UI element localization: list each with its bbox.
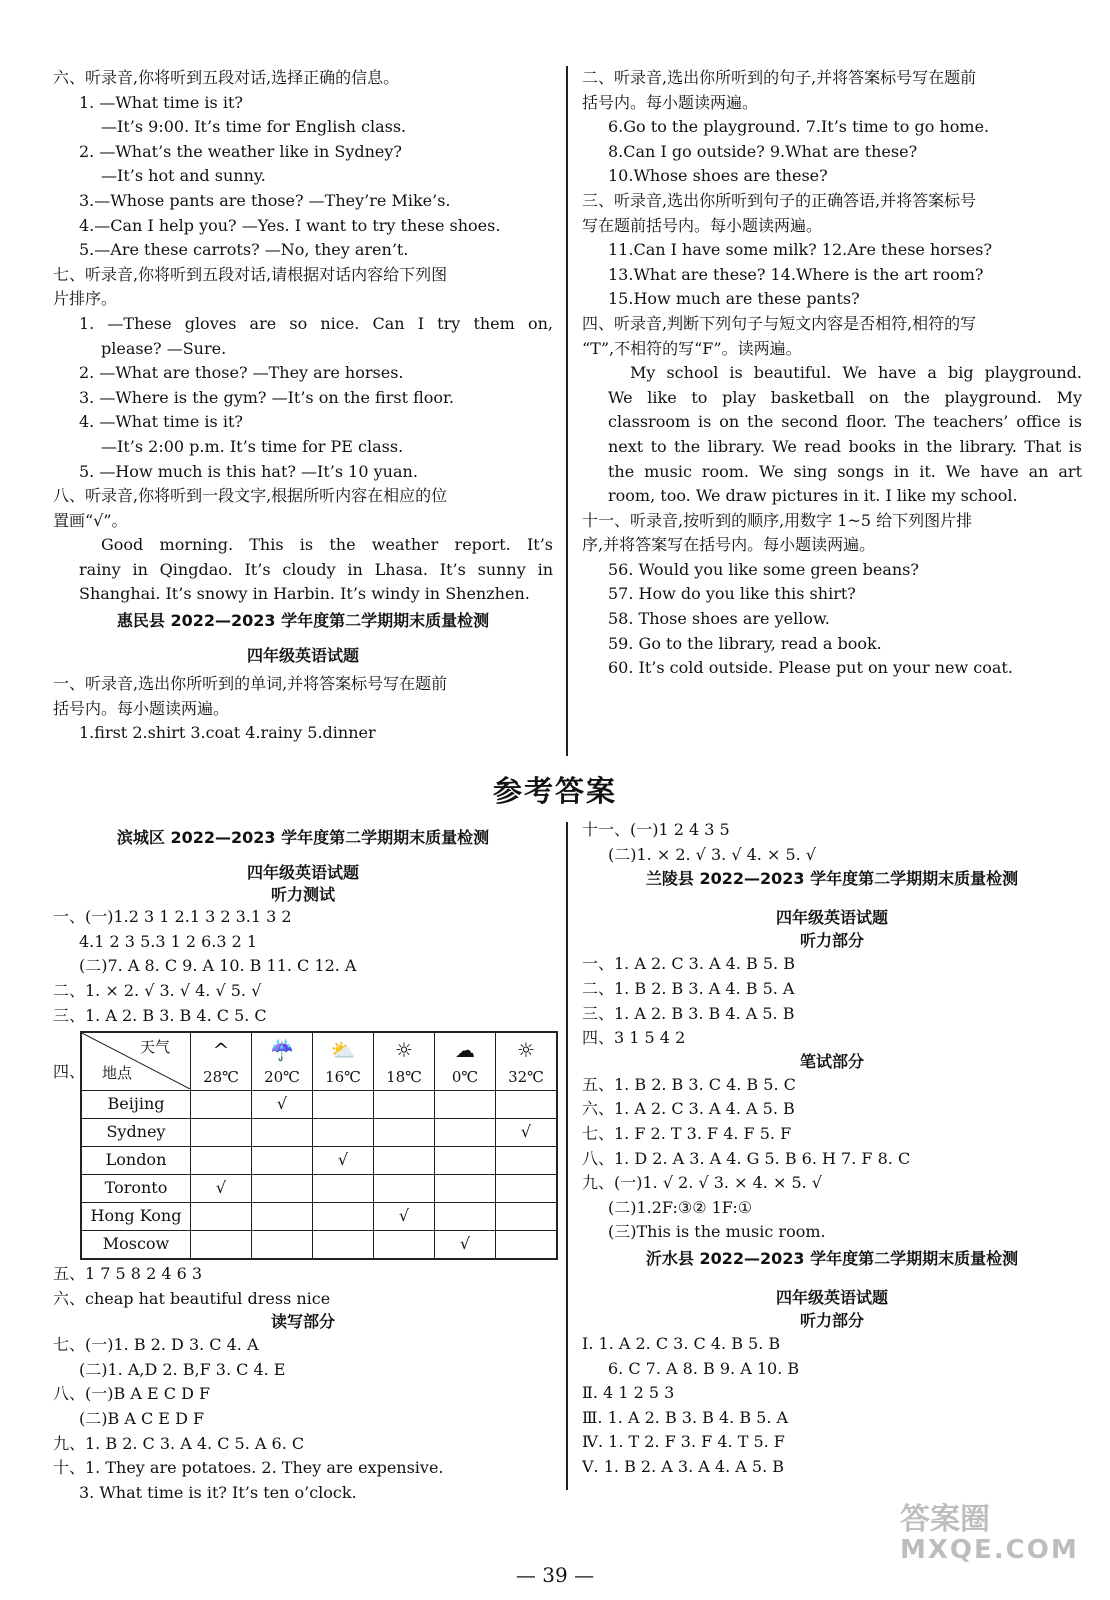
text-line: 3. —Where is the gym? —It’s on the first floor. [79, 387, 454, 407]
empty-cell [374, 1230, 435, 1259]
text-line: 置画“√”。 [53, 510, 128, 530]
temperature-label: 32℃ [508, 1068, 544, 1086]
weather-table-row [81, 1174, 557, 1202]
temperature-label: 0℃ [451, 1068, 479, 1086]
watermark-url: MXQE.COM [900, 1535, 1079, 1565]
answers-title-lanling: 兰陵县 2022—2023 学年度第二学期期末质量检测 [645, 869, 1019, 889]
text-line: 四、听录音,判断下列句子与短文内容是否相符,相符的写 [582, 313, 977, 333]
empty-cell [252, 1118, 313, 1146]
text-line: 一、1. A 2. C 3. A 4. B 5. B [582, 954, 795, 974]
answers-title-yishui: 沂水县 2022—2023 学年度第二学期期末质量检测 [645, 1248, 1019, 1268]
weather-header-cell [252, 1032, 313, 1090]
text-line: 十一、听录音,按听到的顺序,用数字 1~5 给下列图片排 [582, 510, 973, 530]
text-line: Good morning. This is the weather report. It’s [101, 535, 553, 555]
text-line: 片排序。 [53, 289, 118, 309]
answers-right-lines-2 [582, 952, 1082, 1050]
empty-cell [435, 1146, 496, 1174]
text-line: 4.—Can I help you? —Yes. I want to try these shoes. [79, 215, 501, 235]
text-line: 58. Those shoes are yellow. [608, 609, 830, 629]
city-cell: Beijing [81, 1090, 191, 1118]
text-line: —It’s 9:00. It’s time for English class. [101, 117, 407, 137]
check-cell: √ [313, 1146, 374, 1174]
text-line: 1.first 2.shirt 3.coat 4.rainy 5.dinner [79, 723, 376, 743]
city-cell: Sydney [81, 1118, 191, 1146]
header-weather-label: 天气 [139, 1038, 170, 1056]
text-line: 一、(一)1.2 3 1 2.1 3 2 3.1 3 2 [53, 907, 292, 927]
text-line: 8.Can I go outside? 9.What are these? [608, 141, 918, 161]
top-right-column [582, 66, 1082, 681]
answers-left-lines [53, 905, 553, 1028]
text-line: 二、1. B 2. B 3. A 4. B 5. A [582, 978, 795, 998]
empty-cell [435, 1202, 496, 1230]
weather-header-cell [435, 1032, 496, 1090]
page-number: — 39 — [515, 1563, 595, 1587]
text-line: (二)7. A 8. C 9. A 10. B 11. C 12. A [79, 956, 357, 976]
text-line: 5.—Are these carrots? —No, they aren’t. [79, 240, 409, 260]
text-line: 11.Can I have some milk? 12.Are these horses? [608, 240, 993, 260]
temperature-label: 16℃ [325, 1068, 361, 1086]
empty-cell [374, 1146, 435, 1174]
text-line: 三、1. A 2. B 3. B 4. A 5. B [582, 1003, 795, 1023]
answers-subtitle-lanling: 四年级英语试题 [775, 907, 888, 927]
text-line: 15.How much are these pants? [608, 289, 860, 309]
text-line: Ⅰ. 1. A 2. C 3. C 4. B 5. B [582, 1334, 781, 1354]
answers-right-lines [582, 818, 1082, 867]
text-line: 4. —What time is it? [79, 412, 243, 432]
empty-cell [252, 1230, 313, 1259]
text-line: 十、1. They are potatoes. 2. They are expensive. [53, 1458, 444, 1478]
text-line: (二)1.2F:③② 1F:① [608, 1197, 753, 1217]
empty-cell [191, 1230, 252, 1259]
text-line: Ⅲ. 1. A 2. B 3. B 4. B 5. A [582, 1407, 789, 1427]
empty-cell [435, 1118, 496, 1146]
top-left-lines [53, 66, 553, 607]
empty-cell [374, 1090, 435, 1118]
rainy-icon: ☔ [269, 1038, 295, 1062]
city-cell: London [81, 1146, 191, 1174]
text-line: 九、(一)1. √ 2. √ 3. × 4. × 5. √ [582, 1173, 822, 1193]
part-listening-bincheng: 听力测试 [270, 885, 335, 905]
text-line: Ⅴ. 1. B 2. A 3. A 4. A 5. B [582, 1457, 785, 1477]
text-line: 13.What are these? 14.Where is the art room? [608, 264, 984, 284]
city-cell: Moscow [81, 1230, 191, 1259]
empty-cell [496, 1174, 558, 1202]
top-left-column [53, 66, 553, 746]
text-line: 八、听录音,你将听到一段文字,根据所听内容在相应的位 [53, 486, 448, 506]
answers-column-divider [566, 822, 568, 1490]
text-line: 60. It’s cold outside. Please put on your new coat. [608, 658, 1013, 678]
weather-table-row [81, 1118, 557, 1146]
empty-cell [252, 1202, 313, 1230]
text-line: —It’s hot and sunny. [101, 166, 266, 186]
empty-cell [313, 1202, 374, 1230]
sunny-icon: ☼ [395, 1038, 413, 1062]
text-line: 5. —How much is this hat? —It’s 10 yuan. [79, 461, 418, 481]
text-line: 6.Go to the playground. 7.It’s time to go home. [608, 117, 990, 137]
text-line: 五、1 7 5 8 2 4 6 3 [53, 1264, 203, 1283]
empty-cell [252, 1146, 313, 1174]
check-cell: √ [496, 1118, 558, 1146]
answers-left-lines-2 [53, 1262, 553, 1311]
weather-table-header-row [81, 1032, 557, 1090]
text-line: 59. Go to the library, read a book. [608, 633, 882, 653]
text-line: next to the library. We read books in the library. That is [608, 436, 1082, 456]
text-line: rainy in Qingdao. It’s cloudy in Lhasa. It’s sunny in [79, 559, 553, 579]
section-title-huimin: 惠民县 2022—2023 学年度第二学期期末质量检测 [116, 611, 490, 631]
text-line: 56. Would you like some green beans? [608, 559, 919, 579]
weather-table [80, 1031, 558, 1260]
check-cell: √ [191, 1174, 252, 1202]
temperature-label: 20℃ [264, 1068, 300, 1086]
text-line: 括号内。每小题读两遍。 [53, 698, 230, 718]
windy-icon: ^ [212, 1038, 230, 1062]
empty-cell [496, 1202, 558, 1230]
answers-left-column [53, 826, 553, 1028]
empty-cell [252, 1174, 313, 1202]
weather-table-row [81, 1090, 557, 1118]
text-line: Ⅱ. 4 1 2 5 3 [582, 1383, 675, 1403]
top-column-divider [566, 66, 568, 756]
empty-cell [313, 1118, 374, 1146]
temperature-label: 18℃ [386, 1068, 422, 1086]
text-line: 八、(一)B A E C D F [53, 1384, 211, 1404]
text-line: 一、听录音,选出你所听到的单词,并将答案标号写在题前 [53, 674, 448, 694]
text-line: 1. —What time is it? [79, 92, 243, 112]
text-line: 写在题前括号内。每小题读两遍。 [582, 215, 823, 235]
main-title: 参考答案 [492, 774, 617, 808]
answers-right-lines-3 [582, 1073, 1082, 1245]
text-line: 四、3 1 5 4 2 [582, 1028, 686, 1048]
text-line: 六、1. A 2. C 3. A 4. A 5. B [582, 1099, 795, 1119]
answers-left-column-2 [53, 1262, 553, 1505]
text-line: 6. C 7. A 8. B 9. A 10. B [608, 1358, 800, 1378]
header-place-label: 地点 [102, 1064, 133, 1082]
table-label: 四、 [53, 1062, 86, 1081]
empty-cell [435, 1174, 496, 1202]
part-written-lanling: 笔试部分 [799, 1051, 864, 1071]
snowy-icon: ☁ [455, 1038, 475, 1062]
section-subtitle-huimin: 四年级英语试题 [246, 645, 359, 665]
empty-cell [374, 1118, 435, 1146]
text-line: Ⅳ. 1. T 2. F 3. F 4. T 5. F [582, 1432, 785, 1452]
text-line: “T”,不相符的写“F”。读两遍。 [582, 338, 802, 358]
text-line: room, too. We draw pictures in it. I like my school. [608, 486, 1018, 506]
text-line: 序,并将答案写在括号内。每小题读两遍。 [582, 535, 876, 555]
empty-cell [313, 1174, 374, 1202]
watermark-logo-text: 答案圈 [900, 1502, 990, 1537]
text-line: please? —Sure. [101, 338, 227, 358]
diagonal-line [82, 1033, 190, 1089]
text-line: 括号内。每小题读两遍。 [582, 92, 759, 112]
text-line: 2. —What are those? —They are horses. [79, 363, 404, 383]
weather-table-row [81, 1202, 557, 1230]
text-line: 七、听录音,你将听到五段对话,请根据对话内容给下列图 [53, 264, 448, 284]
city-cell: Hong Kong [81, 1202, 191, 1230]
answers-left-lines-3 [53, 1333, 553, 1505]
text-line: Shanghai. It’s snowy in Harbin. It’s windy in Shenzhen. [79, 584, 530, 604]
weather-header-cell [496, 1032, 558, 1090]
text-line: classroom is on the second floor. The teachers’ office is [608, 412, 1082, 432]
empty-cell [496, 1146, 558, 1174]
empty-cell [496, 1230, 558, 1259]
text-line: (二)B A C E D F [79, 1408, 205, 1428]
text-line: 10.Whose shoes are these? [608, 166, 828, 186]
header-diagonal-cell [81, 1032, 191, 1090]
temperature-label: 28℃ [203, 1068, 239, 1086]
sunny-icon-2: ☼ [517, 1038, 535, 1062]
empty-cell [191, 1118, 252, 1146]
text-line: 2. —What’s the weather like in Sydney? [79, 141, 403, 161]
text-line: 二、1. × 2. √ 3. √ 4. √ 5. √ [53, 980, 262, 1000]
text-line: the music room. We sing songs in it. We have an art [608, 461, 1082, 481]
text-line: 4.1 2 3 5.3 1 2 6.3 2 1 [79, 931, 258, 951]
answers-title-bincheng: 滨城区 2022—2023 学年度第二学期期末质量检测 [116, 828, 490, 847]
weather-header-cell [191, 1032, 252, 1090]
text-line: 六、听录音,你将听到五段对话,选择正确的信息。 [53, 68, 400, 87]
text-line: 七、1. F 2. T 3. F 4. F 5. F [582, 1123, 792, 1143]
weather-header-cell [374, 1032, 435, 1090]
top-left-lines-2 [53, 672, 553, 746]
empty-cell [191, 1202, 252, 1230]
empty-cell [313, 1230, 374, 1259]
text-line: (二)1. A,D 2. B,F 3. C 4. E [79, 1359, 286, 1379]
weather-table-row [81, 1230, 557, 1259]
text-line: 三、听录音,选出你所听到句子的正确答语,并将答案标号 [582, 190, 977, 210]
answers-subtitle-yishui: 四年级英语试题 [775, 1287, 888, 1307]
part-listening-lanling: 听力部分 [799, 931, 864, 951]
empty-cell [191, 1090, 252, 1118]
text-line: 七、(一)1. B 2. D 3. C 4. A [53, 1335, 259, 1355]
weather-table-row [81, 1146, 557, 1174]
answers-right-column [582, 818, 1082, 1480]
text-line: (二)1. × 2. √ 3. √ 4. × 5. √ [608, 844, 816, 864]
part-reading-writing-bincheng: 读写部分 [270, 1312, 335, 1332]
watermark [900, 1502, 1079, 1565]
empty-cell [374, 1174, 435, 1202]
text-line: 3. What time is it? It’s ten o’clock. [79, 1482, 357, 1502]
text-line: —It’s 2:00 p.m. It’s time for PE class. [101, 436, 404, 456]
weather-header-cell [313, 1032, 374, 1090]
empty-cell [313, 1090, 374, 1118]
text-line: 二、听录音,选出你所听到的句子,并将答案标号写在题前 [582, 68, 977, 87]
text-line: 三、1. A 2. B 3. B 4. C 5. C [53, 1005, 267, 1025]
cloudy-icon: ⛅ [330, 1038, 356, 1062]
text-line: We like to play basketball on the playground. My [608, 387, 1082, 407]
text-line: 1. —These gloves are so nice. Can I try them on, [79, 313, 553, 333]
text-line: 八、1. D 2. A 3. A 4. G 5. B 6. H 7. F 8. C [582, 1148, 911, 1168]
text-line: 六、cheap hat beautiful dress nice [53, 1288, 331, 1308]
text-line: 九、1. B 2. C 3. A 4. C 5. A 6. C [53, 1433, 305, 1453]
answers-right-lines-4 [582, 1332, 1082, 1480]
check-cell: √ [252, 1090, 313, 1118]
answers-subtitle-bincheng: 四年级英语试题 [246, 862, 359, 882]
part-listening-yishui: 听力部分 [799, 1311, 864, 1331]
text-line: 五、1. B 2. B 3. C 4. B 5. C [582, 1074, 796, 1094]
empty-cell [191, 1146, 252, 1174]
text-line: 57. How do you like this shirt? [608, 584, 856, 604]
check-cell: √ [374, 1202, 435, 1230]
text-line: (三)This is the music room. [608, 1222, 826, 1242]
empty-cell [435, 1090, 496, 1118]
city-cell: Toronto [81, 1174, 191, 1202]
text-line: 十一、(一)1 2 4 3 5 [582, 820, 730, 839]
empty-cell [496, 1090, 558, 1118]
check-cell: √ [435, 1230, 496, 1259]
text-line: 3.—Whose pants are those? —They’re Mike’s. [79, 190, 451, 210]
text-line: My school is beautiful. We have a big playground. [630, 363, 1082, 383]
top-right-lines [582, 66, 1082, 681]
